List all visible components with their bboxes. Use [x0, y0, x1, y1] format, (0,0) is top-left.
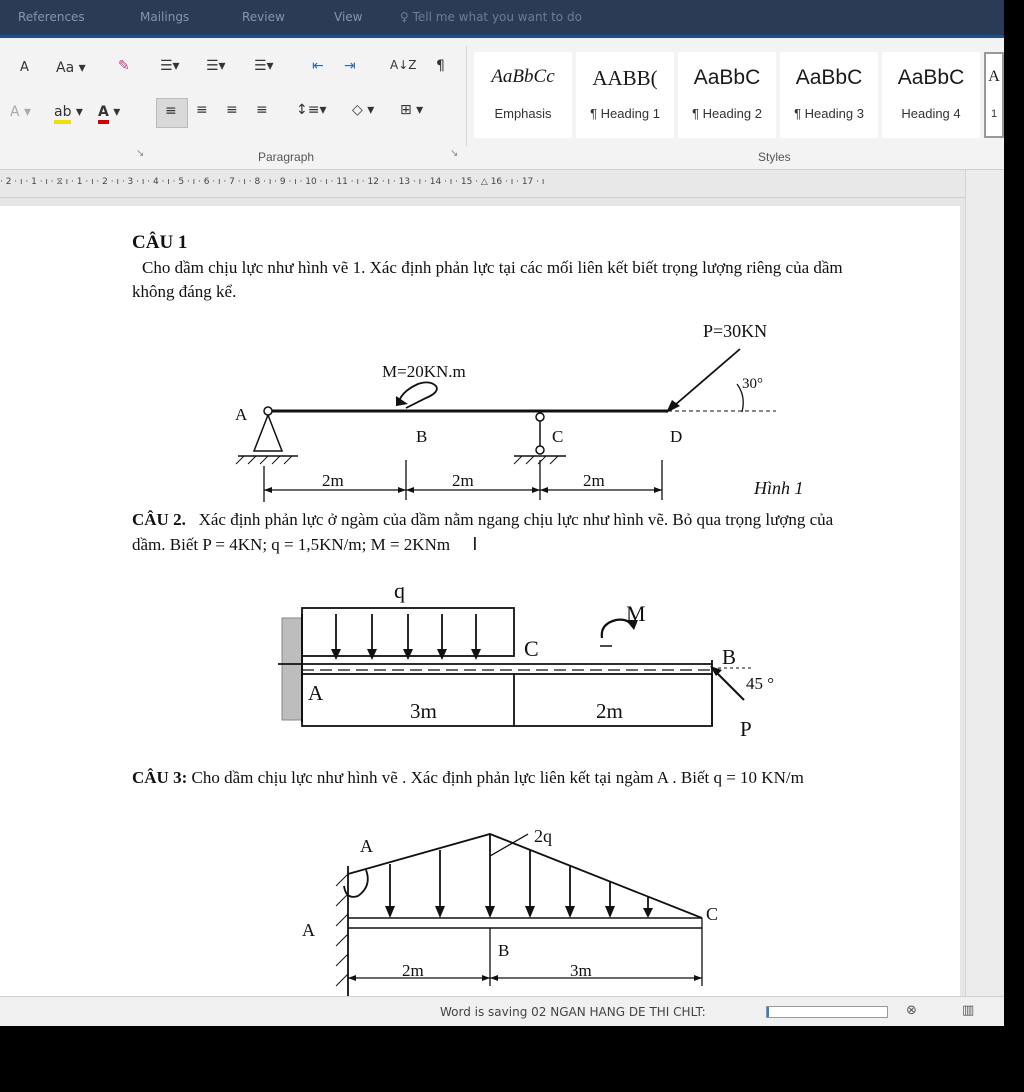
figure-2: [278, 578, 774, 741]
cancel-save-icon[interactable]: ⊗: [906, 1003, 917, 1018]
q2-moment-label: M: [626, 601, 646, 626]
style-sample: AaBbC: [795, 66, 863, 89]
font-dialog-launcher-icon[interactable]: ↘: [136, 148, 145, 159]
horizontal-ruler[interactable]: [0, 170, 965, 198]
q2-dim-2: 2m: [596, 699, 623, 723]
save-progress-bar: [766, 1006, 888, 1018]
text-effects-icon[interactable]: A ▾: [10, 104, 32, 120]
style-heading-3[interactable]: [780, 52, 878, 138]
q2-angle-label: 45 °: [746, 674, 775, 693]
align-center-button[interactable]: ≡: [196, 102, 208, 118]
q3-title: CÂU 3:: [132, 768, 188, 787]
document-page[interactable]: [0, 206, 960, 996]
pin-c-top: [536, 413, 544, 421]
paragraph-dialog-launcher-icon[interactable]: ↘: [450, 148, 459, 159]
q3-dim-2: 3m: [570, 961, 592, 980]
style-sample: AaBbC: [897, 66, 965, 89]
q3-label-b: B: [498, 941, 510, 960]
q3-load-label: 2q: [534, 826, 552, 846]
support-a-triangle: [254, 415, 282, 451]
q3-label-c: C: [706, 904, 719, 924]
style-name: ¶ Heading 2: [692, 106, 762, 121]
style-heading-1[interactable]: [576, 52, 674, 138]
q2-title: CÂU 2.: [132, 510, 186, 529]
borders-icon[interactable]: ⊞ ▾: [400, 102, 424, 118]
status-bar: [0, 996, 1004, 1026]
text-cursor: I: [472, 534, 478, 554]
line-spacing-icon[interactable]: ↕≡▾: [296, 102, 327, 118]
style-heading-4[interactable]: [882, 52, 980, 138]
style-sample: AaBbC: [693, 66, 761, 89]
force-p-line: [668, 349, 740, 411]
align-right-button[interactable]: ≡: [226, 102, 238, 118]
q1-caption: Hình 1: [754, 478, 804, 498]
ribbon-separator: [466, 46, 467, 146]
increase-indent-icon[interactable]: ⇥: [344, 58, 356, 74]
styles-group-label: Styles: [758, 150, 791, 164]
decrease-indent-icon[interactable]: ⇤: [312, 58, 324, 74]
saving-status: Word is saving 02 NGAN HANG DE THI CHLT:: [440, 1005, 706, 1019]
style-name: Heading 4: [901, 106, 961, 121]
save-progress-fill: [767, 1007, 769, 1017]
q1-dim-2: 2m: [452, 471, 474, 490]
title-bar: [0, 0, 1004, 38]
ribbon: [0, 38, 1004, 170]
q1-label-c: C: [552, 427, 564, 446]
q1-label-d: D: [670, 427, 683, 446]
pin-c-bottom: [536, 446, 544, 454]
sort-icon[interactable]: A↓Z: [390, 58, 417, 72]
style-sample: A: [988, 68, 1000, 85]
change-case-label: Aa: [56, 60, 75, 76]
q3-paragraph: [132, 766, 862, 790]
font-color-icon[interactable]: A ▾: [98, 104, 120, 120]
shading-icon[interactable]: ◇ ▾: [352, 102, 375, 118]
q3-dim-1: 2m: [402, 961, 424, 980]
wall-q2: [282, 618, 302, 720]
q2-load-label: q: [394, 578, 405, 603]
q3-text: Cho dầm chịu lực như hình vẽ . Xác định phản lực liên kết tại ngàm A . Biết q = 10 KN/m: [191, 768, 804, 787]
change-case-button[interactable]: Aa ▾: [56, 60, 86, 76]
q2-text: Xác định phản lực ở ngàm của dầm nằm ngang chịu lực như hình vẽ. Bỏ qua trọng lượng của dầm. Biết P = 4KN; q = 1,5KN/m; M = 2KNm: [132, 510, 834, 554]
multilevel-list-icon[interactable]: ☰▾: [254, 58, 274, 74]
figure-3: [302, 826, 718, 996]
bullets-icon[interactable]: ☰▾: [160, 58, 180, 74]
q1-title: CÂU 1: [132, 232, 188, 253]
pin-a: [264, 407, 272, 415]
style-name: 1: [990, 108, 998, 120]
lightbulb-icon: ♀: [400, 10, 413, 24]
q1-label-a: A: [235, 405, 248, 424]
q3-label-a-side: A: [302, 920, 315, 940]
read-mode-icon[interactable]: ▥: [962, 1003, 975, 1018]
tell-me-search[interactable]: [400, 10, 582, 24]
q1-label-b: B: [416, 427, 428, 446]
q1-text: Cho dầm chịu lực như hình vẽ 1. Xác định phản lực tại các mối liên kết biết trọng lượng riêng của dầm không đáng kể.: [132, 258, 843, 301]
triangular-load: [348, 834, 702, 918]
style-name: ¶ Heading 3: [794, 106, 864, 121]
document-canvas: [0, 198, 1004, 996]
q3-label-a-top: A: [360, 836, 373, 856]
shrink-font-button[interactable]: A: [20, 60, 29, 75]
align-left-button[interactable]: ≡: [156, 98, 188, 128]
dimension-box-q2: [302, 674, 712, 726]
numbering-icon[interactable]: ☰▾: [206, 58, 226, 74]
justify-button[interactable]: ≡: [256, 102, 268, 118]
q1-dim-1: 2m: [322, 471, 344, 490]
figures-svg: [0, 206, 960, 996]
vertical-scrollbar[interactable]: [965, 170, 1004, 996]
tab-references[interactable]: References: [18, 10, 85, 24]
q1-angle-label: 30°: [742, 376, 763, 392]
q1-force-label: P=30KN: [703, 321, 768, 341]
q2-paragraph: [132, 508, 862, 557]
style-sample: AABB(: [592, 66, 658, 90]
q2-dim-1: 3m: [410, 699, 437, 723]
q1-moment-label: M=20KN.m: [382, 362, 466, 381]
q1-dim-3: 2m: [583, 471, 605, 490]
style-heading-2[interactable]: [678, 52, 776, 138]
tell-me-text: Tell me what you want to do: [412, 10, 582, 24]
tab-review[interactable]: Review: [242, 10, 285, 24]
q2-label-a: A: [308, 681, 324, 705]
paragraph-group-label: Paragraph: [258, 150, 315, 164]
style-more[interactable]: [984, 52, 1004, 138]
clear-formatting-icon[interactable]: ✎: [118, 58, 130, 74]
style-name: ¶ Heading 1: [590, 106, 660, 121]
style-emphasis[interactable]: [474, 52, 572, 138]
moment-arrow-head: [396, 396, 408, 406]
figure-1: [235, 321, 804, 502]
q2-force-label: P: [740, 717, 752, 741]
q2-label-c: C: [524, 636, 539, 661]
show-formatting-icon[interactable]: ¶: [436, 58, 445, 74]
style-name: Emphasis: [494, 106, 552, 121]
highlight-color-icon[interactable]: ab ▾: [54, 104, 83, 120]
q2-label-b: B: [722, 645, 737, 669]
style-sample: AaBbCc: [491, 66, 555, 87]
tab-view[interactable]: View: [334, 10, 363, 24]
tab-mailings[interactable]: Mailings: [140, 10, 190, 24]
ruler-marks: · 2 · ı · 1 · ı · ⧖ ı · 1 · ı · 2 · ı · 3 · ı · 4 · ı · 5 · ı · 6 · ı · 7 · ı · 8 · ı · 9 · ı · 10 · ı · 11 · ı · 12 · ı · 13 · ı · 14 · ı · 15 · △ 16 · ı · 17 · ı: [0, 177, 545, 187]
